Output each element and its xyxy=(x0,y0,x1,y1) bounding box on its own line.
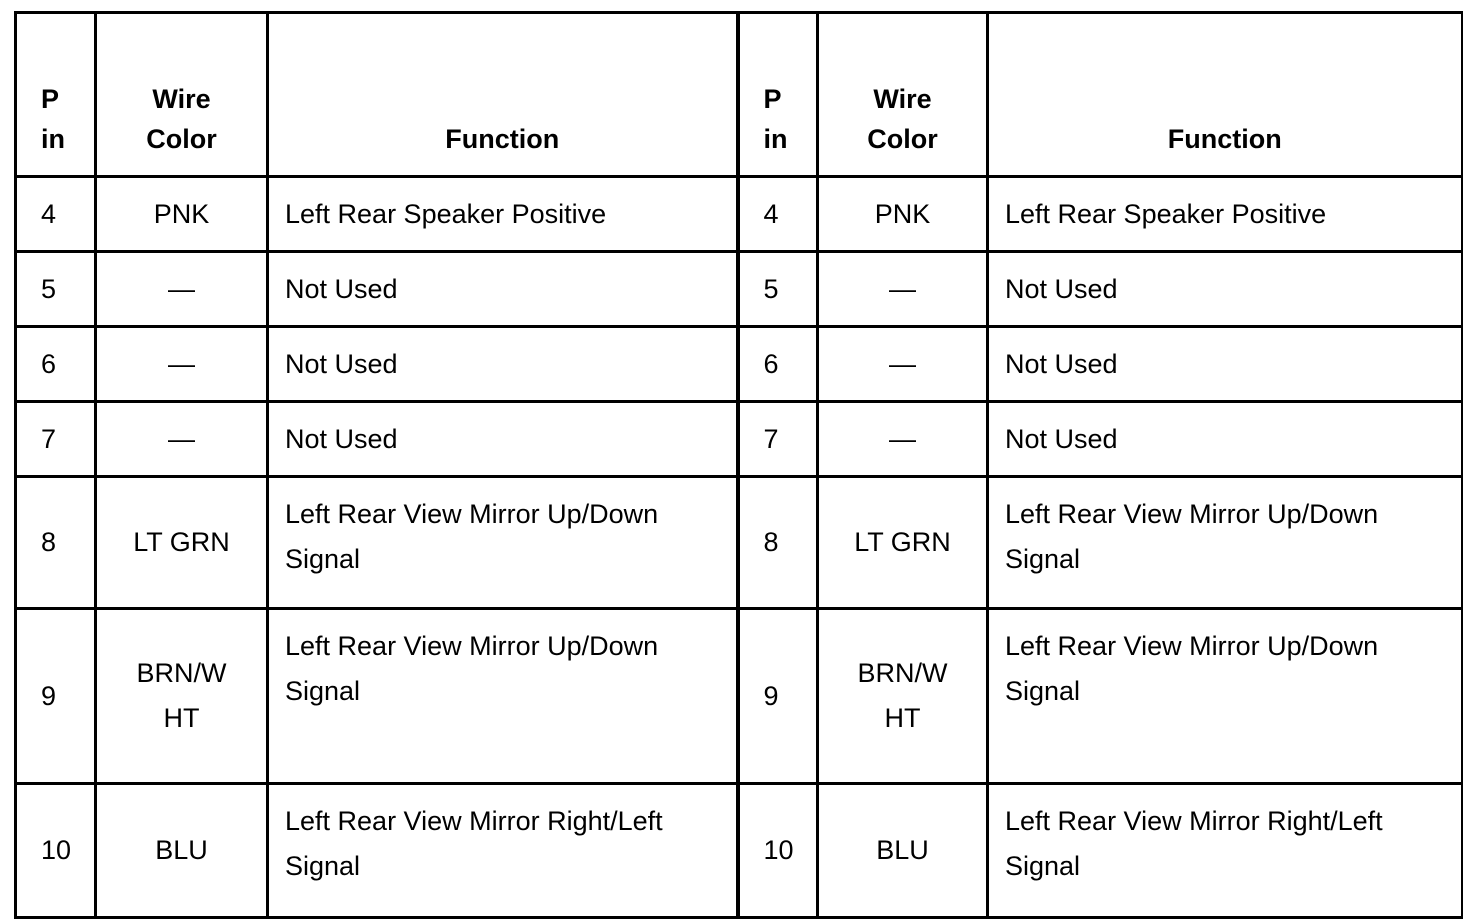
wire-color-right: — xyxy=(818,327,988,402)
function-right: Not Used xyxy=(988,327,1462,402)
pin-number-right: 8 xyxy=(738,477,818,609)
wire-color-header-right: Wire Color xyxy=(818,13,988,177)
wire-color-left: PNK xyxy=(96,177,268,252)
pin-number-left: 6 xyxy=(16,327,96,402)
wire-color-right: BRN/W HT xyxy=(818,609,988,784)
table-row xyxy=(16,402,1462,477)
pin-number-left: 9 xyxy=(16,609,96,784)
table-row xyxy=(16,784,1462,918)
pin-number-right: 9 xyxy=(738,609,818,784)
wire-color-left: — xyxy=(96,252,268,327)
pin-number-left: 10 xyxy=(16,784,96,918)
function-header-right: Function xyxy=(988,13,1462,177)
function-right: Not Used xyxy=(988,252,1462,327)
function-left: Left Rear View Mirror Right/Left Signal xyxy=(268,784,738,918)
pin-header-left: P in xyxy=(16,13,96,177)
table-row xyxy=(16,609,1462,784)
connector-pinout-table xyxy=(14,11,1463,919)
wire-color-header-left: Wire Color xyxy=(96,13,268,177)
table-row xyxy=(16,477,1462,609)
pin-number-right: 6 xyxy=(738,327,818,402)
function-header-left: Function xyxy=(268,13,738,177)
wire-color-left: BRN/W HT xyxy=(96,609,268,784)
table-row xyxy=(16,327,1462,402)
pin-number-right: 4 xyxy=(738,177,818,252)
function-left: Not Used xyxy=(268,252,738,327)
function-right: Not Used xyxy=(988,402,1462,477)
pin-number-left: 5 xyxy=(16,252,96,327)
function-right: Left Rear View Mirror Up/Down Signal xyxy=(988,609,1462,784)
table-row xyxy=(16,252,1462,327)
pin-number-right: 5 xyxy=(738,252,818,327)
wire-color-right: — xyxy=(818,252,988,327)
header-row xyxy=(16,13,1462,177)
wire-color-right: BLU xyxy=(818,784,988,918)
wire-color-left: — xyxy=(96,402,268,477)
pin-number-right: 10 xyxy=(738,784,818,918)
pin-number-left: 4 xyxy=(16,177,96,252)
function-right: Left Rear View Mirror Right/Left Signal xyxy=(988,784,1462,918)
pin-header-right: P in xyxy=(738,13,818,177)
wire-color-right: — xyxy=(818,402,988,477)
function-left: Not Used xyxy=(268,402,738,477)
function-left: Left Rear View Mirror Up/Down Signal xyxy=(268,609,738,784)
function-right: Left Rear View Mirror Up/Down Signal xyxy=(988,477,1462,609)
function-left: Not Used xyxy=(268,327,738,402)
wire-color-left: LT GRN xyxy=(96,477,268,609)
function-left: Left Rear View Mirror Up/Down Signal xyxy=(268,477,738,609)
function-right: Left Rear Speaker Positive xyxy=(988,177,1462,252)
pin-number-right: 7 xyxy=(738,402,818,477)
pin-number-left: 8 xyxy=(16,477,96,609)
wire-color-right: PNK xyxy=(818,177,988,252)
table-row xyxy=(16,177,1462,252)
pin-number-left: 7 xyxy=(16,402,96,477)
wire-color-left: BLU xyxy=(96,784,268,918)
function-left: Left Rear Speaker Positive xyxy=(268,177,738,252)
wire-color-left: — xyxy=(96,327,268,402)
wire-color-right: LT GRN xyxy=(818,477,988,609)
table-continuation xyxy=(14,858,1460,870)
